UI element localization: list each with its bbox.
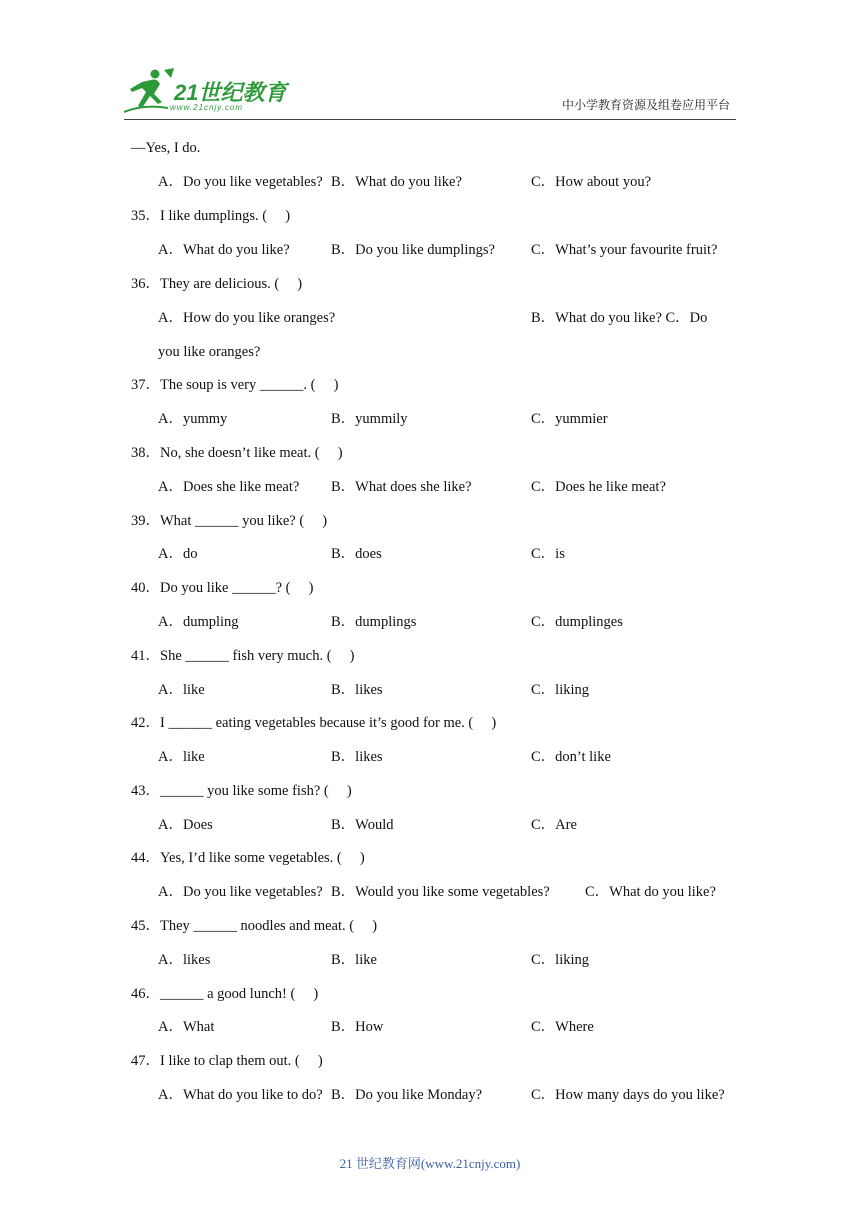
question-45: 45．They ______ noodles and meat. ( ) — [131, 918, 378, 934]
option-a: A．do — [158, 546, 198, 562]
site-logo — [124, 68, 294, 118]
question-39: 39．What ______ you like? ( ) — [131, 513, 328, 529]
option-c: C．What do you like? — [585, 884, 716, 900]
option-b: B．does — [331, 546, 382, 562]
option-b: B．likes — [331, 682, 383, 698]
option-a: A．like — [158, 749, 205, 765]
option-c-continued: you like oranges? — [158, 344, 261, 360]
option-c: C．don’t like — [531, 749, 611, 765]
option-a: A．Does she like meat? — [158, 479, 300, 495]
question-35: 35．I like dumplings. ( ) — [131, 208, 291, 224]
option-a: A．Do you like vegetables? — [158, 884, 323, 900]
answer-line: —Yes, I do. — [131, 140, 201, 156]
option-b: B．What does she like? — [331, 479, 472, 495]
option-b: B．Would you like some vegetables? — [331, 884, 550, 900]
question-40: 40．Do you like ______? ( ) — [131, 580, 314, 596]
question-44: 44．Yes, I’d like some vegetables. ( ) — [131, 850, 365, 866]
option-c: C．How many days do you like? — [531, 1087, 725, 1103]
logo-text: 21世纪教育 — [174, 80, 287, 105]
option-b: B．like — [331, 952, 377, 968]
option-b: B．dumplings — [331, 614, 417, 630]
option-b: B．Do you like dumplings? — [331, 242, 495, 258]
option-a: A．Does — [158, 817, 213, 833]
runner-icon — [124, 68, 176, 114]
header-platform-text: 中小学教育资源及组卷应用平台 — [561, 98, 730, 112]
question-36: 36．They are delicious. ( ) — [131, 276, 303, 292]
option-b-c: B．What do you like? C．Do — [531, 310, 708, 326]
question-43: 43．______ you like some fish? ( ) — [131, 783, 352, 799]
option-a: A．Do you like vegetables? — [158, 174, 323, 190]
option-b: B．What do you like? — [331, 174, 462, 190]
option-a: A．What — [158, 1019, 215, 1035]
question-37: 37．The soup is very ______. ( ) — [131, 377, 339, 393]
page-header — [0, 0, 860, 130]
question-42: 42．I ______ eating vegetables because it’s good for me. ( ) — [131, 715, 497, 731]
option-a: A．What do you like to do? — [158, 1087, 323, 1103]
option-b: B．Would — [331, 817, 394, 833]
question-46: 46．______ a good lunch! ( ) — [131, 986, 319, 1002]
option-c: C．is — [531, 546, 565, 562]
option-c: C．Are — [531, 817, 577, 833]
option-a: A．likes — [158, 952, 211, 968]
option-c: C．What’s your favourite fruit? — [531, 242, 718, 258]
option-a: A．What do you like? — [158, 242, 290, 258]
question-47: 47．I like to clap them out. ( ) — [131, 1053, 323, 1069]
header-divider — [124, 119, 736, 120]
option-a: A．like — [158, 682, 205, 698]
option-b: B．likes — [331, 749, 383, 765]
option-c: C．How about you? — [531, 174, 652, 190]
option-c: C．liking — [531, 952, 590, 968]
option-c: C．dumplinges — [531, 614, 623, 630]
question-38: 38．No, she doesn’t like meat. ( ) — [131, 445, 343, 461]
question-41: 41．She ______ fish very much. ( ) — [131, 648, 355, 664]
option-b: B．How — [331, 1019, 384, 1035]
option-c: C．yummier — [531, 411, 608, 427]
option-b: B．yummily — [331, 411, 408, 427]
option-a: A．How do you like oranges? — [158, 310, 336, 326]
option-c: C．liking — [531, 682, 590, 698]
option-c: C．Does he like meat? — [531, 479, 666, 495]
option-a: A．yummy — [158, 411, 228, 427]
option-b: B．Do you like Monday? — [331, 1087, 483, 1103]
logo-url: www.21cnjy.com — [170, 103, 243, 112]
option-a: A．dumpling — [158, 614, 239, 630]
page-footer: 21 世纪教育网(www.21cnjy.com) — [339, 1156, 521, 1171]
option-c: C．Where — [531, 1019, 594, 1035]
